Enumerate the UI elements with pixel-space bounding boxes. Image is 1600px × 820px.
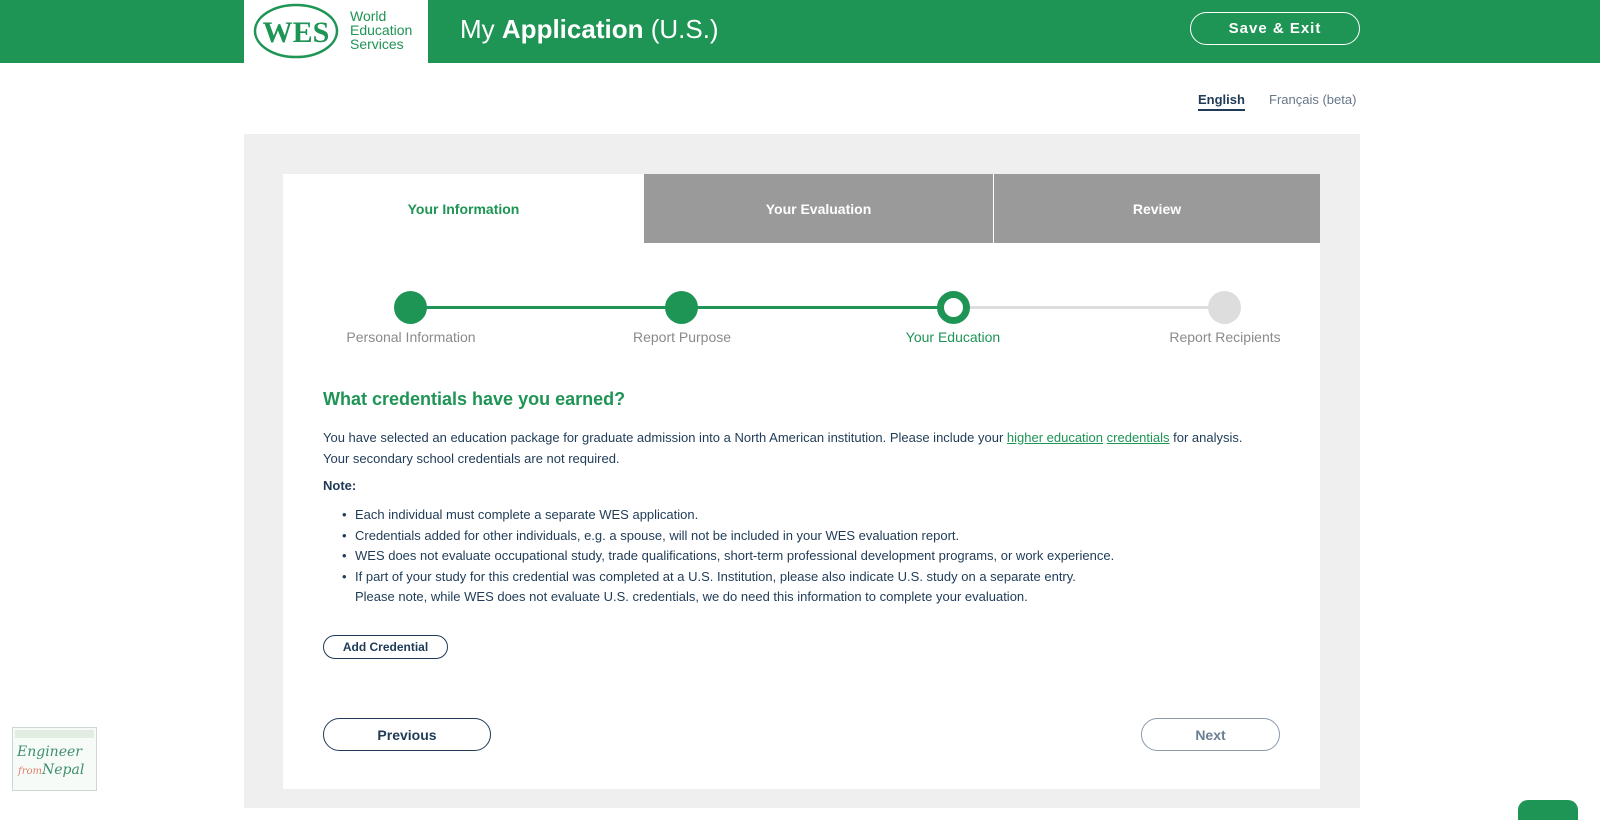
stepper-line-complete	[410, 306, 682, 309]
wes-logo[interactable]	[244, 0, 428, 63]
engineer-from-nepal-watermark: Engineer fromNepal	[12, 727, 97, 791]
list-item: • Credentials added for other individuals, e.g. a spouse, will not be included in your WES evaluation report.	[355, 526, 1255, 547]
list-item: • Each individual must complete a separate WES application.	[355, 505, 1255, 526]
next-button[interactable]: Next	[1141, 718, 1280, 751]
note-label: Note:	[323, 478, 357, 493]
top-header	[0, 0, 1600, 63]
list-item: • If part of your study for this credential was completed at a U.S. Institution, please also indicate U.S. study on a separate entry.	[355, 567, 1255, 588]
previous-button[interactable]: Previous	[323, 718, 491, 751]
section-heading: What credentials have you earned?	[323, 389, 626, 409]
step-label-personal-information: Personal Information	[346, 329, 476, 345]
step-label-your-education: Your Education	[905, 329, 1001, 345]
step-dot-your-education[interactable]	[937, 291, 970, 324]
credentials-link[interactable]: credentials	[1106, 430, 1170, 445]
save-exit-button[interactable]: Save & Exit	[1190, 12, 1360, 45]
language-french-link[interactable]: Français (beta)	[1269, 92, 1357, 107]
list-item-continuation: Please note, while WES does not evaluate U.S. credentials, we do need this information to complete your evaluation.	[355, 589, 1028, 604]
application-card	[283, 174, 1320, 789]
chat-widget-tab[interactable]	[1518, 800, 1578, 820]
tab-review[interactable]: Review	[994, 174, 1320, 243]
intro-paragraph: You have selected an education package for graduate admission into a North American institution. Please include your higher education credentials for analysis. Your secondary school credentials are not required.	[323, 430, 1243, 466]
stepper-line-incomplete	[953, 306, 1225, 309]
svg-text:WES: WES	[262, 16, 330, 49]
tab-your-information[interactable]: Your Information	[283, 174, 644, 243]
step-dot-report-purpose[interactable]	[665, 291, 698, 324]
step-dot-report-recipients	[1208, 291, 1241, 324]
add-credential-button[interactable]: Add Credential	[323, 635, 448, 659]
tab-your-evaluation[interactable]: Your Evaluation	[644, 174, 993, 243]
list-item: • WES does not evaluate occupational study, trade qualifications, short-term professional development programs, or work experience.	[355, 546, 1255, 567]
page-title: My Application (U.S.)	[460, 14, 719, 44]
step-dot-personal-information[interactable]	[394, 291, 427, 324]
stepper-line-complete	[682, 306, 953, 309]
wes-logo-mark	[252, 2, 340, 60]
language-english-link[interactable]: English	[1198, 92, 1245, 111]
higher-education-link[interactable]: higher education	[1006, 430, 1104, 445]
logo-wordmark: World Education Services	[350, 8, 413, 52]
note-list	[355, 505, 1255, 608]
step-label-report-purpose: Report Purpose	[632, 329, 732, 345]
step-label-report-recipients: Report Recipients	[1169, 329, 1281, 345]
